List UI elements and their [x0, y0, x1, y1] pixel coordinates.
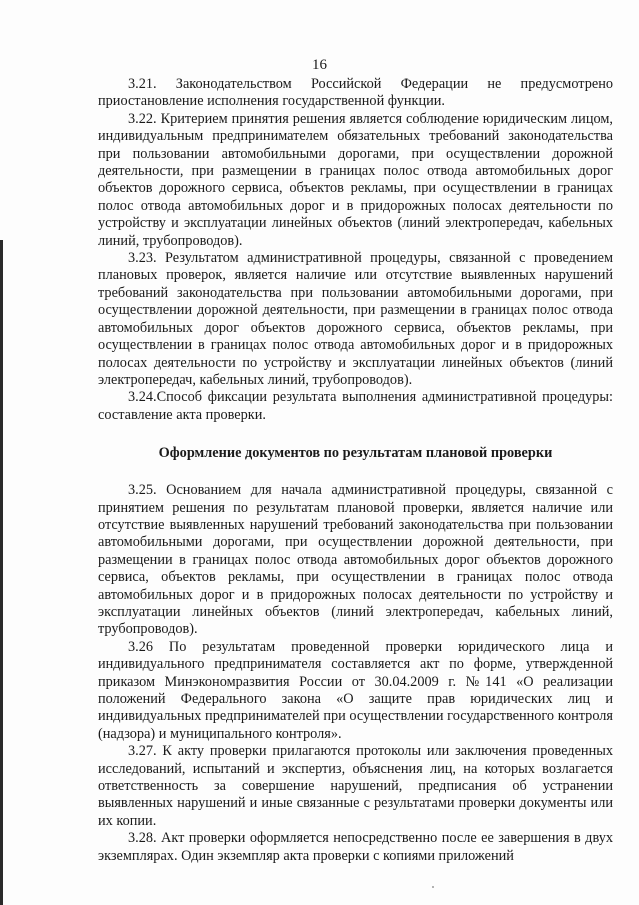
paragraph-3-27: 3.27. К акту проверки прилагаются протоколы или заключения проведенных исследований, испытаний и экспертиз, объяснения лиц, на которых возлагается ответственность за совершение нарушений, предписания об устранении выявленных нарушений и иные связанные с результатами проверки документы или их копии.	[98, 743, 613, 829]
paragraph-3-22: 3.22. Критерием принятия решения является соблюдение юридическим лицом, индивидуальным предпринимателем обязательных требований законодательства при пользовании автомобильными дорогами, при осуществлении дорожной деятельности, при размещении в границах полос отвода автомобильных дорог объектов дорожного сервиса, объектов рекламы, при осуществлении в границах полос отвода автомобильных дорог и в придорожных полосах деятельности по устройству и эксплуатации линейных объектов (линий электропередач, кабельных линий, трубопроводов).	[98, 110, 613, 249]
scan-edge-shadow	[0, 240, 3, 905]
document-body	[98, 76, 613, 865]
paragraph-3-21: 3.21. Законодательством Российской Федерации не предусмотрено приостановление исполнения государственной функции.	[98, 76, 613, 110]
paragraph-3-25: 3.25. Основанием для начала административной процедуры, связанной с принятием решения по результатам плановой проверки, является наличие или отсутствие выявленных нарушений требований законодательства при пользовании автомобильными дорогами, при осуществлении дорожной деятельности, при размещении в границах полос отвода автомобильных дорог объектов дорожного сервиса, объектов рекламы, при осуществлении в границах полос отвода автомобильных дорог и в придорожных полосах деятельности по устройству и эксплуатации линейных объектов (линий электропередач, кабельных линий, трубопроводов).	[98, 482, 613, 638]
paragraph-3-23: 3.23. Результатом административной процедуры, связанной с проведением плановых проверок, является наличие или отсутствие выявленных нарушений требований законодательства при пользовании автомобильными дорогами, при осуществлении дорожной деятельности, при размещении в границах полос отвода автомобильных дорог объектов дорожного сервиса, объектов рекламы, при осуществлении в границах полос отвода автомобильных дорог и в придорожных полосах деятельности по устройству и эксплуатации линейных объектов (линий электропередач, кабельных линий, трубопроводов).	[98, 250, 613, 388]
page-number: 16	[312, 57, 327, 73]
paragraph-3-26: 3.26 По результатам проведенной проверки юридического лица и индивидуального предпринимателя составляется акт по форме, утвержденной приказом Минэкономразвития России от 30.04.2009 г. №141 «О реализации положений Федерального закона «О защите прав юридических лиц и индивидуальных предпринимателей при осуществлении государственного контроля (надзора) и муниципального контроля».	[98, 638, 613, 742]
scan-speck	[432, 886, 434, 888]
section-heading: Оформление документов по результатам плановой проверки	[158, 445, 553, 462]
paragraph-3-28: 3.28. Акт проверки оформляется непосредственно после ее завершения в двух экземплярах. Один экземпляр акта проверки с копиями приложений	[98, 830, 613, 864]
paragraph-3-24: 3.24.Способ фиксации результата выполнения административной процедуры: составление акта проверки.	[98, 389, 613, 423]
